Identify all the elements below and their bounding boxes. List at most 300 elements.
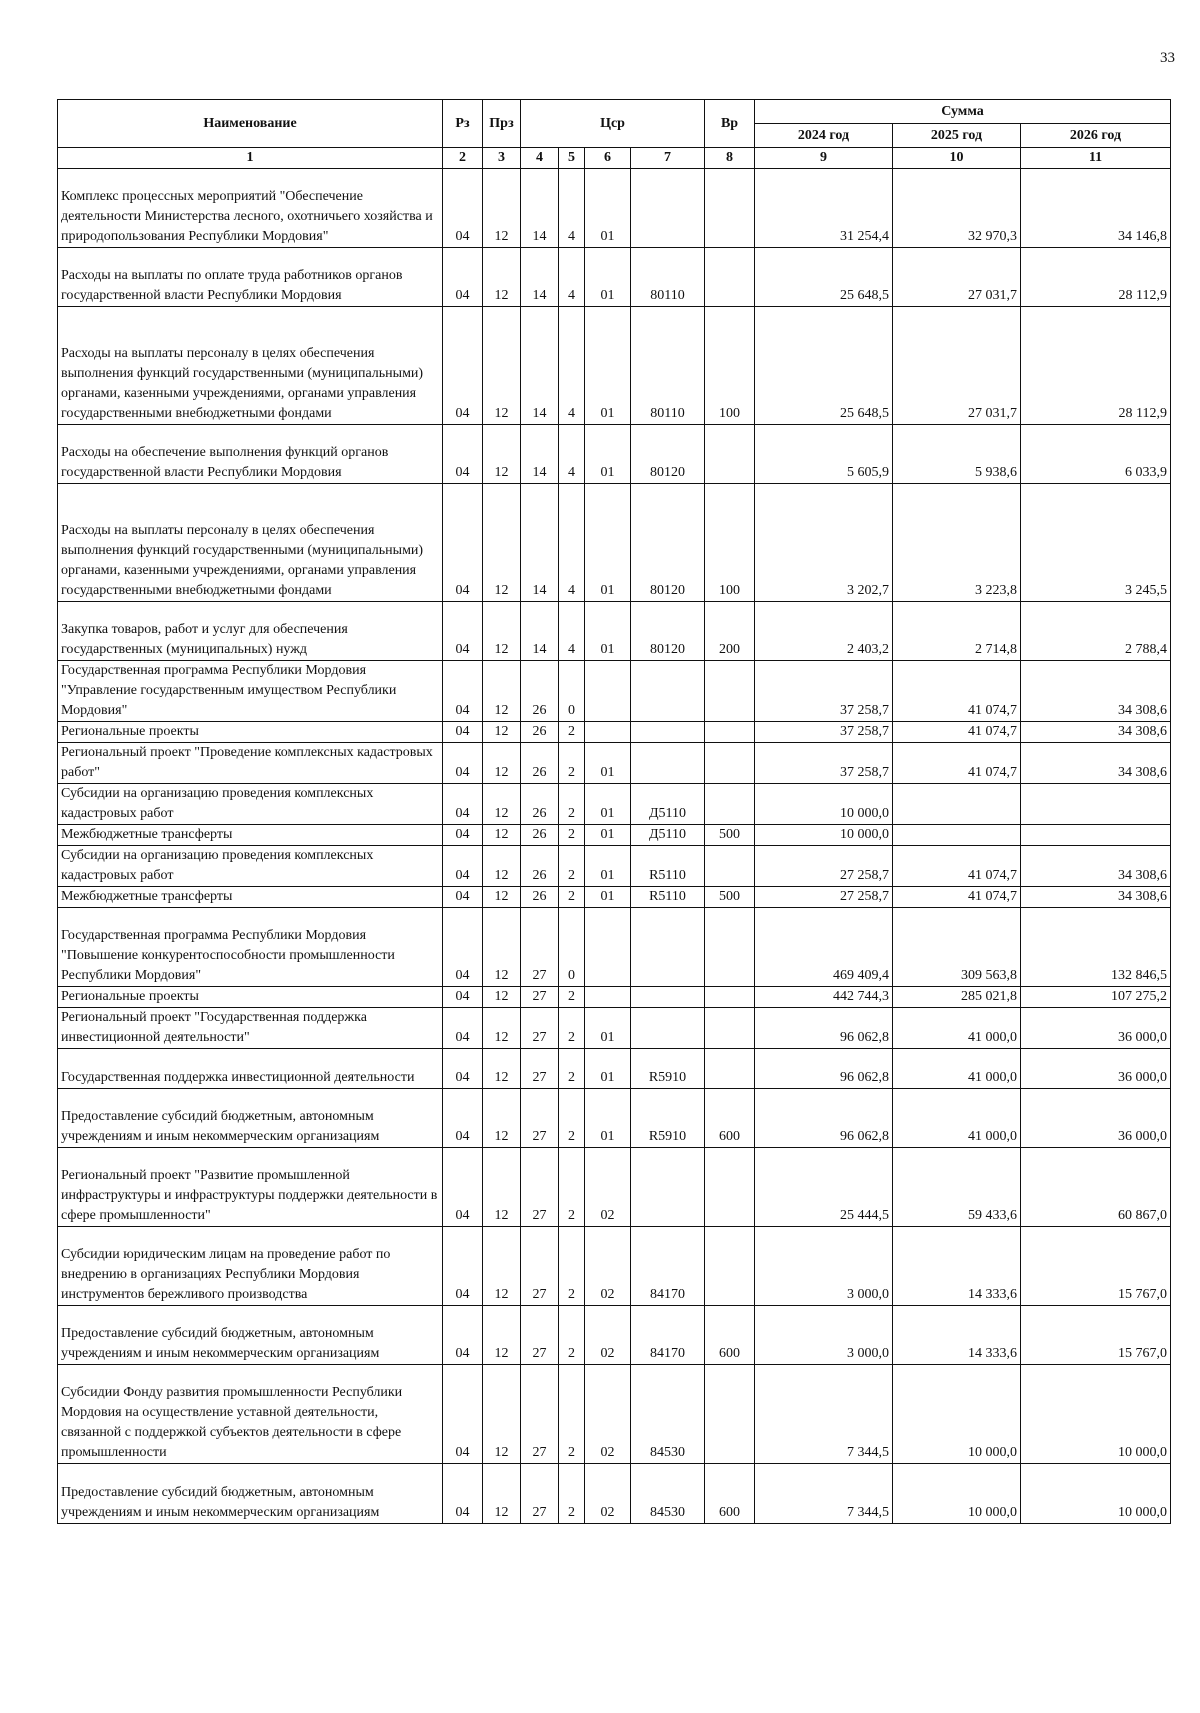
row-tsr-4: 14: [521, 169, 559, 248]
header-year-2024: 2024 год: [755, 124, 893, 148]
row-prz: 12: [483, 1306, 521, 1365]
row-prz: 12: [483, 908, 521, 987]
row-rz: 04: [443, 248, 483, 307]
row-tsr-6: 01: [585, 1008, 631, 1049]
row-sum-2026: 36 000,0: [1021, 1089, 1171, 1148]
row-tsr-7: [631, 169, 705, 248]
row-vr: 600: [705, 1464, 755, 1524]
row-vr: [705, 1049, 755, 1089]
row-sum-2026: 107 275,2: [1021, 987, 1171, 1008]
row-sum-2025: 10 000,0: [893, 1464, 1021, 1524]
budget-table: [57, 99, 1171, 1524]
row-sum-2025: 41 074,7: [893, 887, 1021, 908]
column-number: 2: [443, 148, 483, 169]
row-sum-2026: 34 308,6: [1021, 661, 1171, 722]
row-tsr-7: [631, 743, 705, 784]
row-name: Государственная поддержка инвестиционной деятельности: [58, 1049, 443, 1089]
table-row: [58, 661, 1171, 722]
row-sum-2026: 3 245,5: [1021, 484, 1171, 602]
row-vr: [705, 1008, 755, 1049]
row-name: Государственная программа Республики Мордовия "Управление государственным имуществом Республики Мордовия": [58, 661, 443, 722]
row-tsr-5: 2: [559, 1306, 585, 1365]
row-name: Субсидии юридическим лицам на проведение работ по внедрению в организациях Республики Мордовия инструментов бережливого производства: [58, 1227, 443, 1306]
table-row: [58, 784, 1171, 825]
row-tsr-4: 14: [521, 307, 559, 425]
row-sum-2025: 285 021,8: [893, 987, 1021, 1008]
row-vr: [705, 987, 755, 1008]
header-rz: Рз: [443, 100, 483, 148]
row-tsr-7: R5110: [631, 846, 705, 887]
row-prz: 12: [483, 169, 521, 248]
row-tsr-5: 2: [559, 722, 585, 743]
row-tsr-4: 27: [521, 1049, 559, 1089]
row-rz: 04: [443, 846, 483, 887]
table-row: [58, 1306, 1171, 1365]
row-vr: 600: [705, 1089, 755, 1148]
row-tsr-4: 27: [521, 1464, 559, 1524]
row-vr: 200: [705, 602, 755, 661]
row-tsr-7: R5910: [631, 1089, 705, 1148]
row-rz: 04: [443, 825, 483, 846]
row-tsr-6: [585, 661, 631, 722]
row-tsr-6: [585, 722, 631, 743]
row-sum-2024: 27 258,7: [755, 846, 893, 887]
row-name: Государственная программа Республики Мордовия "Повышение конкурентоспособности промышленности Республики Мордовия": [58, 908, 443, 987]
row-prz: 12: [483, 1049, 521, 1089]
row-sum-2024: 31 254,4: [755, 169, 893, 248]
row-vr: [705, 1148, 755, 1227]
table-row: [58, 722, 1171, 743]
row-name: Региональный проект "Государственная поддержка инвестиционной деятельности": [58, 1008, 443, 1049]
row-tsr-5: 2: [559, 1227, 585, 1306]
row-tsr-7: 84530: [631, 1464, 705, 1524]
header-sum: Сумма: [755, 100, 1171, 124]
row-prz: 12: [483, 307, 521, 425]
column-number: 7: [631, 148, 705, 169]
row-tsr-6: [585, 908, 631, 987]
table-row: [58, 987, 1171, 1008]
row-rz: 04: [443, 169, 483, 248]
row-tsr-4: 14: [521, 248, 559, 307]
row-name: Расходы на выплаты персоналу в целях обеспечения выполнения функций государственными (муниципальными) органами, казенными учреждениями, органами управления государственными внебюджетными фондами: [58, 307, 443, 425]
row-tsr-4: 27: [521, 1306, 559, 1365]
row-sum-2026: 34 308,6: [1021, 846, 1171, 887]
row-tsr-4: 14: [521, 425, 559, 484]
row-rz: 04: [443, 425, 483, 484]
row-sum-2024: 25 444,5: [755, 1148, 893, 1227]
row-tsr-6: 01: [585, 169, 631, 248]
row-tsr-5: 2: [559, 1365, 585, 1464]
column-number: 10: [893, 148, 1021, 169]
row-sum-2025: [893, 825, 1021, 846]
row-tsr-4: 26: [521, 722, 559, 743]
row-tsr-5: 2: [559, 784, 585, 825]
row-vr: 100: [705, 307, 755, 425]
row-tsr-7: 80120: [631, 602, 705, 661]
table-row: [58, 743, 1171, 784]
row-prz: 12: [483, 825, 521, 846]
row-vr: [705, 1227, 755, 1306]
row-prz: 12: [483, 602, 521, 661]
table-row: [58, 1365, 1171, 1464]
row-prz: 12: [483, 484, 521, 602]
row-tsr-5: 2: [559, 1008, 585, 1049]
row-prz: 12: [483, 661, 521, 722]
row-sum-2024: 469 409,4: [755, 908, 893, 987]
row-sum-2024: 7 344,5: [755, 1464, 893, 1524]
row-tsr-6: [585, 987, 631, 1008]
row-name: Региональный проект "Развитие промышленной инфраструктуры и инфраструктуры поддержки деятельности в сфере промышленности": [58, 1148, 443, 1227]
row-tsr-7: 84170: [631, 1306, 705, 1365]
row-sum-2026: 28 112,9: [1021, 248, 1171, 307]
header-year-2025: 2025 год: [893, 124, 1021, 148]
row-name: Закупка товаров, работ и услуг для обеспечения государственных (муниципальных) нужд: [58, 602, 443, 661]
row-tsr-6: 01: [585, 825, 631, 846]
row-tsr-7: [631, 1008, 705, 1049]
row-sum-2025: 14 333,6: [893, 1306, 1021, 1365]
row-tsr-5: 2: [559, 846, 585, 887]
row-tsr-6: 02: [585, 1306, 631, 1365]
row-tsr-6: 01: [585, 846, 631, 887]
row-sum-2025: 32 970,3: [893, 169, 1021, 248]
row-tsr-7: [631, 908, 705, 987]
row-prz: 12: [483, 722, 521, 743]
row-sum-2024: 37 258,7: [755, 743, 893, 784]
column-number: 9: [755, 148, 893, 169]
row-sum-2024: 442 744,3: [755, 987, 893, 1008]
row-tsr-4: 27: [521, 1227, 559, 1306]
row-vr: [705, 722, 755, 743]
table-row: [58, 484, 1171, 602]
row-tsr-7: 84530: [631, 1365, 705, 1464]
row-sum-2025: 27 031,7: [893, 248, 1021, 307]
row-vr: [705, 169, 755, 248]
row-rz: 04: [443, 602, 483, 661]
column-number: 11: [1021, 148, 1171, 169]
row-tsr-4: 26: [521, 825, 559, 846]
table-row: [58, 1464, 1171, 1524]
column-number: 6: [585, 148, 631, 169]
row-vr: [705, 661, 755, 722]
row-sum-2025: 10 000,0: [893, 1365, 1021, 1464]
row-rz: 04: [443, 1306, 483, 1365]
table-row: [58, 825, 1171, 846]
row-sum-2026: 132 846,5: [1021, 908, 1171, 987]
row-sum-2025: 41 074,7: [893, 722, 1021, 743]
table-row: [58, 1089, 1171, 1148]
row-tsr-5: 4: [559, 169, 585, 248]
row-sum-2025: [893, 784, 1021, 825]
table-row: [58, 425, 1171, 484]
row-name: Расходы на выплаты персоналу в целях обеспечения выполнения функций государственными (муниципальными) органами, казенными учреждениями, органами управления государственными внебюджетными фондами: [58, 484, 443, 602]
row-rz: 04: [443, 743, 483, 784]
row-tsr-4: 26: [521, 661, 559, 722]
row-tsr-6: 01: [585, 484, 631, 602]
row-tsr-6: 01: [585, 307, 631, 425]
row-sum-2025: 41 000,0: [893, 1049, 1021, 1089]
row-tsr-4: 27: [521, 908, 559, 987]
row-sum-2026: 34 146,8: [1021, 169, 1171, 248]
row-sum-2024: 5 605,9: [755, 425, 893, 484]
row-sum-2026: 2 788,4: [1021, 602, 1171, 661]
row-rz: 04: [443, 307, 483, 425]
row-sum-2025: 41 000,0: [893, 1008, 1021, 1049]
row-rz: 04: [443, 887, 483, 908]
table-row: [58, 908, 1171, 987]
table-row: [58, 887, 1171, 908]
header-tsr: Цср: [521, 100, 705, 148]
row-sum-2024: 3 000,0: [755, 1227, 893, 1306]
row-prz: 12: [483, 248, 521, 307]
header-row-1: [58, 100, 1171, 124]
row-tsr-5: 4: [559, 248, 585, 307]
row-tsr-7: [631, 722, 705, 743]
row-vr: [705, 846, 755, 887]
row-sum-2026: 34 308,6: [1021, 743, 1171, 784]
row-name: Предоставление субсидий бюджетным, автономным учреждениям и иным некоммерческим организациям: [58, 1464, 443, 1524]
row-sum-2024: 2 403,2: [755, 602, 893, 661]
header-vr: Вр: [705, 100, 755, 148]
column-number: 4: [521, 148, 559, 169]
row-name: Региональный проект "Проведение комплексных кадастровых работ": [58, 743, 443, 784]
row-tsr-4: 26: [521, 887, 559, 908]
row-tsr-6: 02: [585, 1464, 631, 1524]
row-vr: [705, 784, 755, 825]
row-tsr-5: 4: [559, 425, 585, 484]
row-rz: 04: [443, 1089, 483, 1148]
table-row: [58, 602, 1171, 661]
row-name: Субсидии на организацию проведения комплексных кадастровых работ: [58, 846, 443, 887]
row-tsr-7: 84170: [631, 1227, 705, 1306]
row-sum-2026: 34 308,6: [1021, 887, 1171, 908]
row-tsr-6: 02: [585, 1148, 631, 1227]
row-tsr-4: 27: [521, 1148, 559, 1227]
row-sum-2025: 14 333,6: [893, 1227, 1021, 1306]
header-name: Наименование: [58, 100, 443, 148]
row-name: Расходы на выплаты по оплате труда работников органов государственной власти Республики Мордовия: [58, 248, 443, 307]
header-prz: Прз: [483, 100, 521, 148]
row-tsr-7: R5110: [631, 887, 705, 908]
row-tsr-7: [631, 987, 705, 1008]
row-name: Межбюджетные трансферты: [58, 825, 443, 846]
row-rz: 04: [443, 1049, 483, 1089]
header-year-2026: 2026 год: [1021, 124, 1171, 148]
row-tsr-4: 27: [521, 1008, 559, 1049]
row-sum-2024: 96 062,8: [755, 1049, 893, 1089]
row-name: Предоставление субсидий бюджетным, автономным учреждениям и иным некоммерческим организациям: [58, 1306, 443, 1365]
row-prz: 12: [483, 1365, 521, 1464]
row-tsr-5: 2: [559, 1148, 585, 1227]
row-tsr-5: 2: [559, 743, 585, 784]
table-row: [58, 1227, 1171, 1306]
row-vr: 500: [705, 887, 755, 908]
row-sum-2025: 5 938,6: [893, 425, 1021, 484]
row-sum-2024: 25 648,5: [755, 248, 893, 307]
table-row: [58, 169, 1171, 248]
row-sum-2024: 96 062,8: [755, 1008, 893, 1049]
row-sum-2025: 41 074,7: [893, 846, 1021, 887]
row-sum-2025: 27 031,7: [893, 307, 1021, 425]
row-sum-2025: 2 714,8: [893, 602, 1021, 661]
row-sum-2026: 6 033,9: [1021, 425, 1171, 484]
column-number-row: [58, 148, 1171, 169]
table-body: [58, 148, 1171, 1524]
row-sum-2024: 27 258,7: [755, 887, 893, 908]
row-tsr-5: 0: [559, 908, 585, 987]
row-tsr-7: Д5110: [631, 784, 705, 825]
row-vr: [705, 1365, 755, 1464]
column-number: 3: [483, 148, 521, 169]
row-rz: 04: [443, 1008, 483, 1049]
row-sum-2024: 3 000,0: [755, 1306, 893, 1365]
row-tsr-6: 01: [585, 1049, 631, 1089]
row-tsr-5: 4: [559, 307, 585, 425]
row-tsr-4: 26: [521, 784, 559, 825]
row-vr: 600: [705, 1306, 755, 1365]
table-row: [58, 307, 1171, 425]
row-vr: [705, 908, 755, 987]
row-tsr-5: 2: [559, 1464, 585, 1524]
row-rz: 04: [443, 987, 483, 1008]
row-tsr-6: 01: [585, 602, 631, 661]
row-tsr-7: 80120: [631, 484, 705, 602]
table-row: [58, 1148, 1171, 1227]
row-tsr-5: 2: [559, 1089, 585, 1148]
row-tsr-5: 2: [559, 825, 585, 846]
row-sum-2025: 59 433,6: [893, 1148, 1021, 1227]
row-tsr-4: 27: [521, 987, 559, 1008]
row-sum-2025: 41 074,7: [893, 661, 1021, 722]
row-name: Межбюджетные трансферты: [58, 887, 443, 908]
row-rz: 04: [443, 1148, 483, 1227]
row-rz: 04: [443, 784, 483, 825]
row-sum-2026: 10 000,0: [1021, 1365, 1171, 1464]
row-tsr-5: 2: [559, 1049, 585, 1089]
column-number: 8: [705, 148, 755, 169]
row-prz: 12: [483, 784, 521, 825]
row-name: Субсидии на организацию проведения комплексных кадастровых работ: [58, 784, 443, 825]
row-tsr-5: 2: [559, 887, 585, 908]
row-name: Комплекс процессных мероприятий "Обеспечение деятельности Министерства лесного, охотничьего хозяйства и природопользования Республики Мордовия": [58, 169, 443, 248]
row-tsr-6: 01: [585, 784, 631, 825]
row-prz: 12: [483, 1008, 521, 1049]
row-tsr-7: 80110: [631, 307, 705, 425]
table-row: [58, 1049, 1171, 1089]
row-prz: 12: [483, 887, 521, 908]
row-tsr-7: 80120: [631, 425, 705, 484]
row-sum-2026: 60 867,0: [1021, 1148, 1171, 1227]
row-tsr-7: R5910: [631, 1049, 705, 1089]
row-vr: [705, 743, 755, 784]
row-tsr-5: 0: [559, 661, 585, 722]
row-sum-2024: 3 202,7: [755, 484, 893, 602]
table-row: [58, 846, 1171, 887]
row-vr: 100: [705, 484, 755, 602]
row-tsr-4: 14: [521, 484, 559, 602]
table-row: [58, 248, 1171, 307]
row-prz: 12: [483, 425, 521, 484]
row-prz: 12: [483, 846, 521, 887]
row-tsr-4: 26: [521, 846, 559, 887]
row-tsr-6: 01: [585, 248, 631, 307]
row-sum-2026: 36 000,0: [1021, 1049, 1171, 1089]
row-sum-2026: 15 767,0: [1021, 1306, 1171, 1365]
row-rz: 04: [443, 1365, 483, 1464]
row-vr: [705, 248, 755, 307]
row-tsr-5: 4: [559, 484, 585, 602]
row-rz: 04: [443, 1227, 483, 1306]
row-rz: 04: [443, 908, 483, 987]
row-tsr-5: 4: [559, 602, 585, 661]
row-rz: 04: [443, 722, 483, 743]
row-sum-2026: 36 000,0: [1021, 1008, 1171, 1049]
row-sum-2026: 34 308,6: [1021, 722, 1171, 743]
column-number: 5: [559, 148, 585, 169]
row-name: Субсидии Фонду развития промышленности Республики Мордовия на осуществление уставной деятельности, связанной с поддержкой субъектов деятельности в сфере промышленности: [58, 1365, 443, 1464]
row-tsr-7: 80110: [631, 248, 705, 307]
row-tsr-7: [631, 1148, 705, 1227]
row-sum-2026: 28 112,9: [1021, 307, 1171, 425]
row-tsr-4: 27: [521, 1365, 559, 1464]
row-sum-2026: [1021, 825, 1171, 846]
row-tsr-7: Д5110: [631, 825, 705, 846]
row-tsr-4: 26: [521, 743, 559, 784]
row-tsr-4: 27: [521, 1089, 559, 1148]
row-tsr-6: 01: [585, 425, 631, 484]
row-name: Региональные проекты: [58, 987, 443, 1008]
row-name: Региональные проекты: [58, 722, 443, 743]
row-prz: 12: [483, 743, 521, 784]
row-tsr-6: 02: [585, 1365, 631, 1464]
table-row: [58, 1008, 1171, 1049]
row-tsr-5: 2: [559, 987, 585, 1008]
column-number: 1: [58, 148, 443, 169]
row-sum-2026: [1021, 784, 1171, 825]
row-rz: 04: [443, 1464, 483, 1524]
row-sum-2024: 10 000,0: [755, 825, 893, 846]
row-sum-2024: 10 000,0: [755, 784, 893, 825]
row-sum-2024: 37 258,7: [755, 661, 893, 722]
row-prz: 12: [483, 1227, 521, 1306]
row-prz: 12: [483, 987, 521, 1008]
row-name: Расходы на обеспечение выполнения функций органов государственной власти Республики Мордовия: [58, 425, 443, 484]
row-sum-2026: 15 767,0: [1021, 1227, 1171, 1306]
row-name: Предоставление субсидий бюджетным, автономным учреждениям и иным некоммерческим организациям: [58, 1089, 443, 1148]
row-vr: 500: [705, 825, 755, 846]
row-sum-2025: 41 000,0: [893, 1089, 1021, 1148]
row-sum-2025: 309 563,8: [893, 908, 1021, 987]
row-tsr-6: 02: [585, 1227, 631, 1306]
row-prz: 12: [483, 1148, 521, 1227]
row-sum-2024: 25 648,5: [755, 307, 893, 425]
row-prz: 12: [483, 1464, 521, 1524]
row-tsr-6: 01: [585, 743, 631, 784]
row-sum-2024: 37 258,7: [755, 722, 893, 743]
row-sum-2024: 7 344,5: [755, 1365, 893, 1464]
row-sum-2025: 3 223,8: [893, 484, 1021, 602]
row-sum-2026: 10 000,0: [1021, 1464, 1171, 1524]
row-tsr-7: [631, 661, 705, 722]
row-sum-2024: 96 062,8: [755, 1089, 893, 1148]
row-rz: 04: [443, 661, 483, 722]
row-vr: [705, 425, 755, 484]
row-rz: 04: [443, 484, 483, 602]
row-tsr-4: 14: [521, 602, 559, 661]
page-number: 33: [1160, 50, 1175, 66]
row-tsr-6: 01: [585, 887, 631, 908]
row-prz: 12: [483, 1089, 521, 1148]
row-sum-2025: 41 074,7: [893, 743, 1021, 784]
